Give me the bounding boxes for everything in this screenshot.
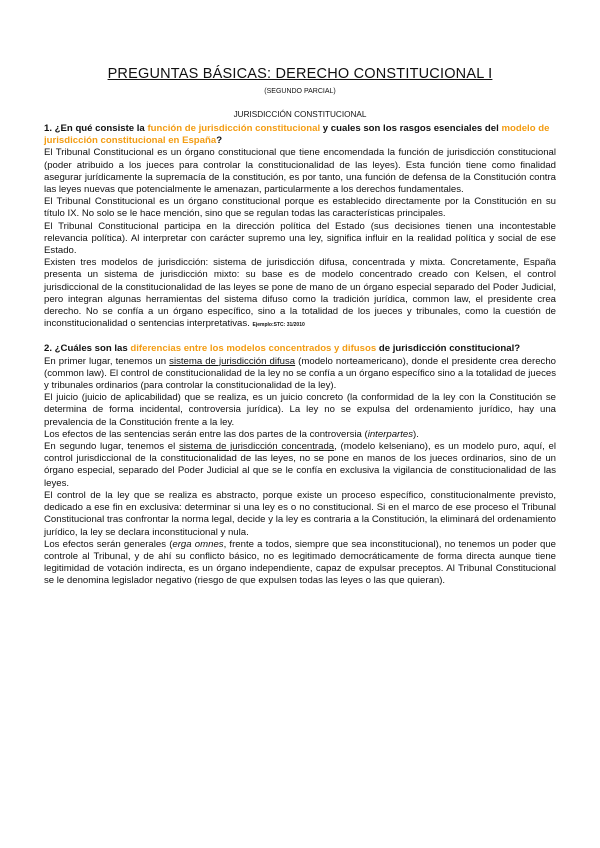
section-heading: JURISDICCIÓN CONSTITUCIONAL xyxy=(233,110,367,119)
answer-2-p3-b: ). xyxy=(413,428,419,440)
answer-2-p6-a: Los efectos serán generales ( xyxy=(44,538,173,550)
answer-2-p4-b: , (modelo kelseniano), es un modelo puro, aquí, el control jurisdiccional de la constitucionalidad de las leyes, no se pone en manos de los jueces ordinarios, sino de un órgano especial, separado del Poder Judicial al que se le confía en exclusiva la vigilancia de constitucionalidad de las leyes. xyxy=(44,441,557,489)
answer-1-paragraph-1: El Tribunal Constitucional es un órgano constitucional que tiene encomendada la función de jurisdicción constitucional (poder atribuido a los jueces para controlar la constitucionalidad de las leyes). Esta función tiene como finalidad asegurar jurídicamente la supremacía de la constitución, es por tanto, una función de defensa de la Constitución contra las leyes nuevas que potencialmente le amenazan, particularmente a los derechos fundamentales. xyxy=(44,147,556,196)
question-1-text: 1. ¿En qué consiste la xyxy=(44,123,148,134)
document-subtitle: (SEGUNDO PARCIAL) xyxy=(264,88,336,95)
answer-1-paragraph-4-text: Existen tres modelos de jurisdicción: sistema de jurisdicción difusa, concentrada y mixta. Concretamente, España presenta un sistema de jurisdicción mixto: su base es de modelo concentrado creado con Kelsen, el control jurisdiccional de la constitucionalidad de las leyes se pone de mano de un órgano especial separado del Poder Judicial, pero integran algunas herramientas del sistema difuso como la tradición jurídica, common law, el presidente crea derecho. No se confía a un órgano específico, sino a la totalidad de los jueces y tribunales, como la cuestión de inconstitucionalidad o sentencias interpretativas. xyxy=(44,257,556,330)
question-1-highlight-1: función de jurisdicción constitucional xyxy=(147,123,321,134)
document-body xyxy=(44,123,556,588)
answer-1-paragraph-2: El Tribunal Constitucional es un órgano constitucional porque es establecido directamente por la Constitución en su título IX. No solo se le hace mención, sino que se regulan todas las características principales. xyxy=(44,196,556,220)
answer-2-p3-a: Los efectos de las sentencias serán entre las dos partes de la controversia ( xyxy=(44,428,368,440)
document-title: PREGUNTAS BÁSICAS: DERECHO CONSTITUCIONAL I xyxy=(107,66,493,82)
question-1-text-mid: y cuales son los rasgos esenciales del xyxy=(320,123,502,134)
erga-omnes-term: erga omnes xyxy=(172,538,224,550)
answer-2-paragraph-1 xyxy=(44,356,556,393)
concentrated-system-term: sistema de jurisdicción concentrada xyxy=(178,441,335,453)
question-2 xyxy=(44,343,556,355)
question-2-text-end: de jurisdicción constitucional? xyxy=(376,343,521,355)
question-1 xyxy=(44,123,556,147)
answer-1-paragraph-3: El Tribunal Constitucional participa en la dirección política del Estado (sus decisiones tienen una incontestable relevancia política). Al interpretar con carácter supremo una ley, significa influir en la realidad política y social de ese Estado. xyxy=(44,220,556,257)
answer-2-paragraph-5: El control de la ley que se realiza es abstracto, porque existe un proceso específico, constitucionalmente previsto, dedicado a ese fin en exclusiva: determinar si una ley es o no constitucional. Si en el marco de ese proceso el Tribunal Constitucional tras confrontar la norma legal, decide y la ley es contraria a la Constitución, la eliminará del ordenamiento jurídico, la ley se declara inconstitucional y nula. xyxy=(44,489,556,538)
answer-2-p1-a: En primer lugar, tenemos un xyxy=(44,355,170,367)
answer-2-paragraph-2: El juicio (juicio de aplicabilidad) que se realiza, es un juicio concreto (la conformidad de la ley con la Constitución se determina de forma incidental, controversia jurídica). La ley no se expulsa del ordenamiento jurídico, hay una prevalencia de la Constitución frente a la ley. xyxy=(44,392,556,428)
question-1-highlight-2: modelo de jurisdicción constitucional en España xyxy=(44,123,550,147)
question-2-highlight: diferencias entre los modelos concentrados y difusos xyxy=(130,343,377,355)
diffuse-system-term: sistema de jurisdicción difusa xyxy=(169,355,296,367)
answer-2-paragraph-4 xyxy=(44,441,556,490)
question-1-text-end: ? xyxy=(216,135,223,147)
example-reference: Ejemplo:STC: 31/2010 xyxy=(252,322,305,329)
answer-2-paragraph-3 xyxy=(44,429,556,441)
answer-1-paragraph-4 xyxy=(44,257,556,331)
answer-2-p6-b: , frente a todos, siempre que sea inconstitucional), no tenemos un poder que controle al Tribunal, y de ahí su conflicto básico, no es legitimado democráticamente de forma directa aunque tiene legitimidad de votación indirecta, es un órgano independiente, capaz de expulsar preceptos. Al Tribunal Constitucional se le denomina legislador negativo (riesgo de que expulsen todas las leyes o las que quieran). xyxy=(44,538,556,587)
answer-2-paragraph-6 xyxy=(44,539,556,588)
interpartes-term: interpartes xyxy=(367,428,414,440)
answer-2-p4-a: En segundo lugar, tenemos el xyxy=(44,441,179,453)
question-2-text: 2. ¿Cuáles son las xyxy=(44,343,131,355)
answer-2-p1-b: (modelo norteamericano), donde el presidente crea derecho (common law). El control de constitucionalidad de la ley no se confía a un órgano específico sino a la totalidad de jueces y tribunales ordinarios (para controlar la constitucionalidad de la ley). xyxy=(44,355,556,392)
